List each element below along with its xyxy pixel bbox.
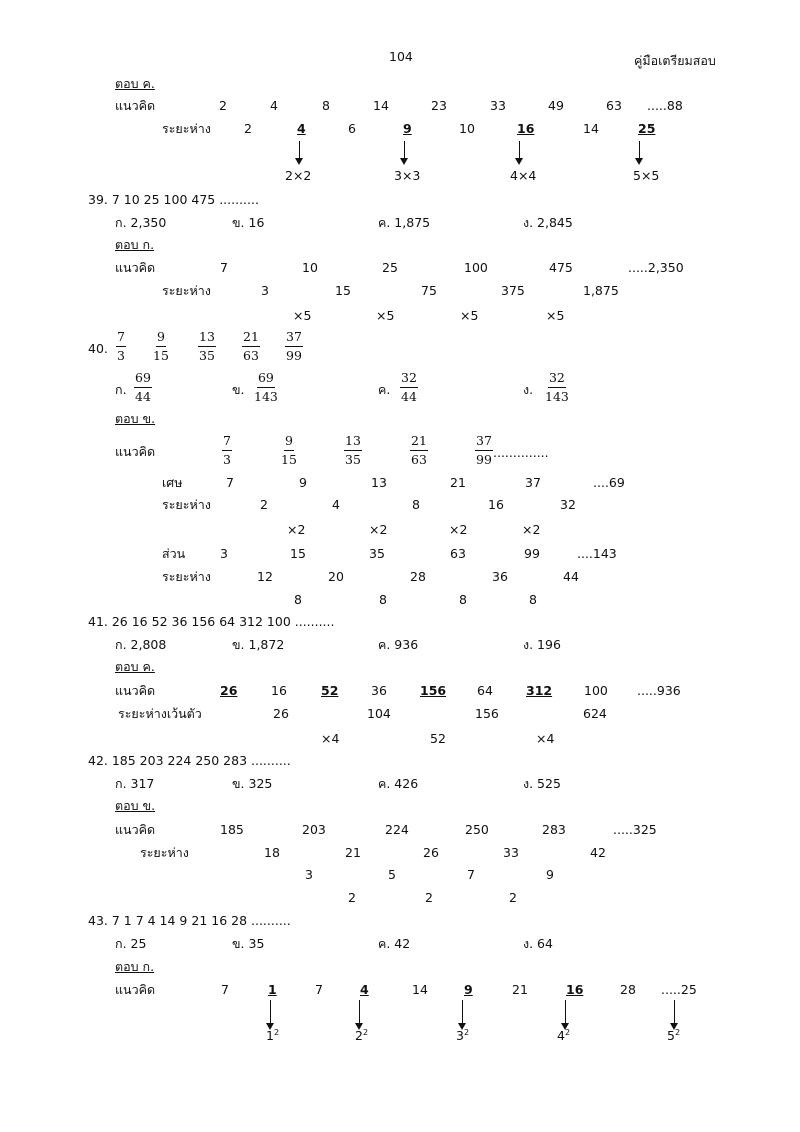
q43-seq-9: .....25 xyxy=(661,982,697,997)
q39-mult-3: ×5 xyxy=(546,308,565,323)
q38-square-0: 2×2 xyxy=(285,168,312,183)
q42-second-1: 5 xyxy=(388,867,396,882)
q40-answer: ตอบ ข. xyxy=(115,411,156,426)
q42-third-2: 2 xyxy=(509,890,517,905)
q41-skip-2: 156 xyxy=(475,706,499,721)
q40-den-second-1: 8 xyxy=(379,592,387,607)
q42-second-0: 3 xyxy=(305,867,313,882)
q38-diff-6: 14 xyxy=(583,121,599,136)
q43-seq-2: 7 xyxy=(315,982,323,997)
q38-diff-1: 4 xyxy=(297,121,306,136)
q40-concept-tail: .............. xyxy=(493,445,549,460)
q41-seq-2: 52 xyxy=(321,683,339,698)
q38-concept-label: แนวคิด xyxy=(115,98,156,113)
q43-square-4: $4^2$ xyxy=(557,1028,571,1044)
q42-seq-0: 185 xyxy=(220,822,244,837)
q42-third-0: 2 xyxy=(348,890,356,905)
q40-concept-label: แนวคิด xyxy=(115,444,156,459)
q42-second-2: 7 xyxy=(467,867,475,882)
q40-den-diff-3: 36 xyxy=(492,569,508,584)
q40-concept-fraction: $\frac{9}{15}$ xyxy=(281,433,297,467)
q40-denominator-2: 35 xyxy=(369,546,385,561)
q43-choice-c: ค. 42 xyxy=(378,936,411,951)
q42-seq-3: 250 xyxy=(465,822,489,837)
q38-diff-label: ระยะห่าง xyxy=(162,121,211,136)
q40-den-second-0: 8 xyxy=(294,592,302,607)
down-arrow-icon xyxy=(561,1000,570,1030)
q38-seq-6: 49 xyxy=(548,98,564,113)
q41-seq-4: 156 xyxy=(420,683,447,698)
q40-den-second-2: 8 xyxy=(459,592,467,607)
q38-diff-2: 6 xyxy=(348,121,356,136)
down-arrow-icon xyxy=(515,141,524,165)
q41-seq-0: 26 xyxy=(220,683,238,698)
q38-seq-0: 2 xyxy=(219,98,227,113)
q41-skip-3: 624 xyxy=(583,706,607,721)
q43-seq-8: 28 xyxy=(620,982,636,997)
q43-square-1: $1^2$ xyxy=(266,1028,280,1044)
q38-diff-7: 25 xyxy=(638,121,656,136)
q39-mult-1: ×5 xyxy=(376,308,395,323)
q43-seq-1: 1 xyxy=(268,982,277,997)
q39-mult-2: ×5 xyxy=(460,308,479,323)
q39-choice-a: ก. 2,350 xyxy=(115,215,167,230)
q38-seq-2: 8 xyxy=(322,98,330,113)
q40-fraction: $\frac{37}{99}$ xyxy=(286,329,302,363)
q41-question: 41. 26 16 52 36 156 64 312 100 .......... xyxy=(88,614,335,629)
down-arrow-icon xyxy=(355,1000,364,1030)
q41-seq-5: 64 xyxy=(477,683,493,698)
q40-choice-a-fraction: $\frac{69}{44}$ xyxy=(135,370,151,404)
q42-choice-a: ก. 317 xyxy=(115,776,155,791)
down-arrow-icon xyxy=(266,1000,275,1030)
q40-choice-b-fraction: $\frac{69}{143}$ xyxy=(254,370,278,404)
q40-numerator-5: ....69 xyxy=(593,475,625,490)
q39-diff-3: 375 xyxy=(501,283,525,298)
q40-denominator-0: 3 xyxy=(220,546,228,561)
q40-num-label: เศษ xyxy=(162,475,183,490)
q39-diff-0: 3 xyxy=(261,283,269,298)
q40-den-diff-4: 44 xyxy=(563,569,579,584)
q41-bottom-2: ×4 xyxy=(536,731,555,746)
q39-seq-0: 7 xyxy=(220,260,228,275)
q40-fraction: $\frac{13}{35}$ xyxy=(199,329,215,363)
q39-seq-2: 25 xyxy=(382,260,398,275)
q40-num-diff-label: ระยะห่าง xyxy=(162,497,211,512)
q43-seq-5: 9 xyxy=(464,982,473,997)
q42-diff-1: 21 xyxy=(345,845,361,860)
q43-square-2: $2^2$ xyxy=(355,1028,369,1044)
q39-choice-d: ง. 2,845 xyxy=(523,215,573,230)
q41-skip-0: 26 xyxy=(273,706,289,721)
down-arrow-icon xyxy=(400,141,409,165)
down-arrow-icon xyxy=(670,1000,679,1030)
q40-concept-fraction: $\frac{13}{35}$ xyxy=(345,433,361,467)
q40-numerator-1: 9 xyxy=(299,475,307,490)
q42-seq-4: 283 xyxy=(542,822,566,837)
q40-choice-d-fraction: $\frac{32}{143}$ xyxy=(545,370,569,404)
q40-den-diff-2: 28 xyxy=(410,569,426,584)
q41-seq-7: 100 xyxy=(584,683,608,698)
q43-seq-0: 7 xyxy=(221,982,229,997)
q40-choice-b-label: ข. xyxy=(232,382,245,397)
q42-second-3: 9 xyxy=(546,867,554,882)
q40-fraction: $\frac{7}{3}$ xyxy=(117,329,125,363)
q40-den-second-3: 8 xyxy=(529,592,537,607)
q40-denominator-3: 63 xyxy=(450,546,466,561)
q40-numerator-0: 7 xyxy=(226,475,234,490)
q43-choice-d: ง. 64 xyxy=(523,936,553,951)
q40-num-diff-3: 16 xyxy=(488,497,504,512)
q41-bottom-1: 52 xyxy=(430,731,446,746)
q41-choice-a: ก. 2,808 xyxy=(115,637,167,652)
q40-num-mult-0: ×2 xyxy=(287,522,306,537)
q43-question: 43. 7 1 7 4 14 9 21 16 28 .......... xyxy=(88,913,291,928)
down-arrow-icon xyxy=(635,141,644,165)
q42-third-1: 2 xyxy=(425,890,433,905)
q38-seq-7: 63 xyxy=(606,98,622,113)
q41-choice-d: ง. 196 xyxy=(523,637,561,652)
q40-denominator-4: 99 xyxy=(524,546,540,561)
q40-num-mult-2: ×2 xyxy=(449,522,468,537)
q42-choice-c: ค. 426 xyxy=(378,776,419,791)
q42-diff-2: 26 xyxy=(423,845,439,860)
q41-seq-6: 312 xyxy=(526,683,553,698)
q40-concept-fraction: $\frac{7}{3}$ xyxy=(223,433,231,467)
q40-num-mult-1: ×2 xyxy=(369,522,388,537)
q41-skip-1: 104 xyxy=(367,706,391,721)
q40-num-diff-0: 2 xyxy=(260,497,268,512)
page-number: 104 xyxy=(389,49,413,64)
q38-diff-4: 10 xyxy=(459,121,475,136)
q42-choice-b: ข. 325 xyxy=(232,776,273,791)
q42-diff-0: 18 xyxy=(264,845,280,860)
q41-skip-label: ระยะห่างเว้นตัว xyxy=(118,706,202,721)
q42-diff-3: 33 xyxy=(503,845,519,860)
q43-square-5: $5^2$ xyxy=(667,1028,681,1044)
q41-concept-label: แนวคิด xyxy=(115,683,156,698)
q39-concept-label: แนวคิด xyxy=(115,260,156,275)
q38-square-3: 5×5 xyxy=(633,168,660,183)
q39-diff-2: 75 xyxy=(421,283,437,298)
q38-seq-8: .....88 xyxy=(647,98,683,113)
q42-diff-label: ระยะห่าง xyxy=(140,845,189,860)
q38-diff-3: 9 xyxy=(403,121,412,136)
q40-den-label: ส่วน xyxy=(162,546,186,561)
q38-seq-1: 4 xyxy=(270,98,278,113)
q41-seq-3: 36 xyxy=(371,683,387,698)
q42-choice-d: ง. 525 xyxy=(523,776,561,791)
q39-question: 39. 7 10 25 100 475 .......... xyxy=(88,192,259,207)
q41-bottom-0: ×4 xyxy=(321,731,340,746)
q39-choice-c: ค. 1,875 xyxy=(378,215,431,230)
q40-numerator-3: 21 xyxy=(450,475,466,490)
q40-num-diff-4: 32 xyxy=(560,497,576,512)
q39-seq-3: 100 xyxy=(464,260,488,275)
q40-choice-d-label: ง. xyxy=(523,382,534,397)
q40-fraction: $\frac{9}{15}$ xyxy=(153,329,169,363)
q40-num-diff-1: 4 xyxy=(332,497,340,512)
q43-choice-b: ข. 35 xyxy=(232,936,265,951)
q40-numerator-4: 37 xyxy=(525,475,541,490)
q39-diff-label: ระยะห่าง xyxy=(162,283,211,298)
q38-diff-5: 16 xyxy=(517,121,535,136)
q42-answer: ตอบ ข. xyxy=(115,798,156,813)
q42-seq-5: .....325 xyxy=(613,822,657,837)
q43-square-3: $3^2$ xyxy=(456,1028,470,1044)
q41-choice-c: ค. 936 xyxy=(378,637,419,652)
q41-seq-8: .....936 xyxy=(637,683,681,698)
q40-choice-c-label: ค. xyxy=(378,382,391,397)
q39-seq-4: 475 xyxy=(549,260,573,275)
down-arrow-icon xyxy=(295,141,304,165)
book-title: คู่มือเตรียมสอบ xyxy=(634,53,716,68)
q42-seq-1: 203 xyxy=(302,822,326,837)
q38-seq-3: 14 xyxy=(373,98,389,113)
q42-seq-2: 224 xyxy=(385,822,409,837)
q41-choice-b: ข. 1,872 xyxy=(232,637,285,652)
q43-seq-6: 21 xyxy=(512,982,528,997)
q43-seq-7: 16 xyxy=(566,982,584,997)
down-arrow-icon xyxy=(458,1000,467,1030)
q40-number: 40. xyxy=(88,341,108,356)
q40-choice-c-fraction: $\frac{32}{44}$ xyxy=(401,370,417,404)
q38-square-1: 3×3 xyxy=(394,168,421,183)
q40-den-diff-label: ระยะห่าง xyxy=(162,569,211,584)
q39-diff-4: 1,875 xyxy=(583,283,619,298)
q38-answer: ตอบ ค. xyxy=(115,76,155,91)
q40-den-diff-1: 20 xyxy=(328,569,344,584)
q38-diff-0: 2 xyxy=(244,121,252,136)
q39-answer: ตอบ ก. xyxy=(115,237,155,252)
q40-choice-a-label: ก. xyxy=(115,382,127,397)
q41-seq-1: 16 xyxy=(271,683,287,698)
q40-denominator-1: 15 xyxy=(290,546,306,561)
q38-square-2: 4×4 xyxy=(510,168,537,183)
q42-question: 42. 185 203 224 250 283 .......... xyxy=(88,753,291,768)
q42-diff-4: 42 xyxy=(590,845,606,860)
q39-seq-5: .....2,350 xyxy=(628,260,684,275)
q43-answer: ตอบ ก. xyxy=(115,959,155,974)
q40-fraction: $\frac{21}{63}$ xyxy=(243,329,259,363)
q40-concept-fraction: $\frac{37}{99}$ xyxy=(476,433,492,467)
q40-denominator-5: ....143 xyxy=(577,546,617,561)
q40-numerator-2: 13 xyxy=(371,475,387,490)
q41-answer: ตอบ ค. xyxy=(115,659,155,674)
q43-choice-a: ก. 25 xyxy=(115,936,147,951)
q40-den-diff-0: 12 xyxy=(257,569,273,584)
q39-choice-b: ข. 16 xyxy=(232,215,265,230)
q39-mult-0: ×5 xyxy=(293,308,312,323)
q43-concept-label: แนวคิด xyxy=(115,982,156,997)
q43-seq-3: 4 xyxy=(360,982,369,997)
q40-concept-fraction: $\frac{21}{63}$ xyxy=(411,433,427,467)
q40-num-diff-2: 8 xyxy=(412,497,420,512)
q39-diff-1: 15 xyxy=(335,283,351,298)
q39-seq-1: 10 xyxy=(302,260,318,275)
q40-num-mult-3: ×2 xyxy=(522,522,541,537)
q43-seq-4: 14 xyxy=(412,982,428,997)
q38-seq-4: 23 xyxy=(431,98,447,113)
q42-concept-label: แนวคิด xyxy=(115,822,156,837)
q38-seq-5: 33 xyxy=(490,98,506,113)
